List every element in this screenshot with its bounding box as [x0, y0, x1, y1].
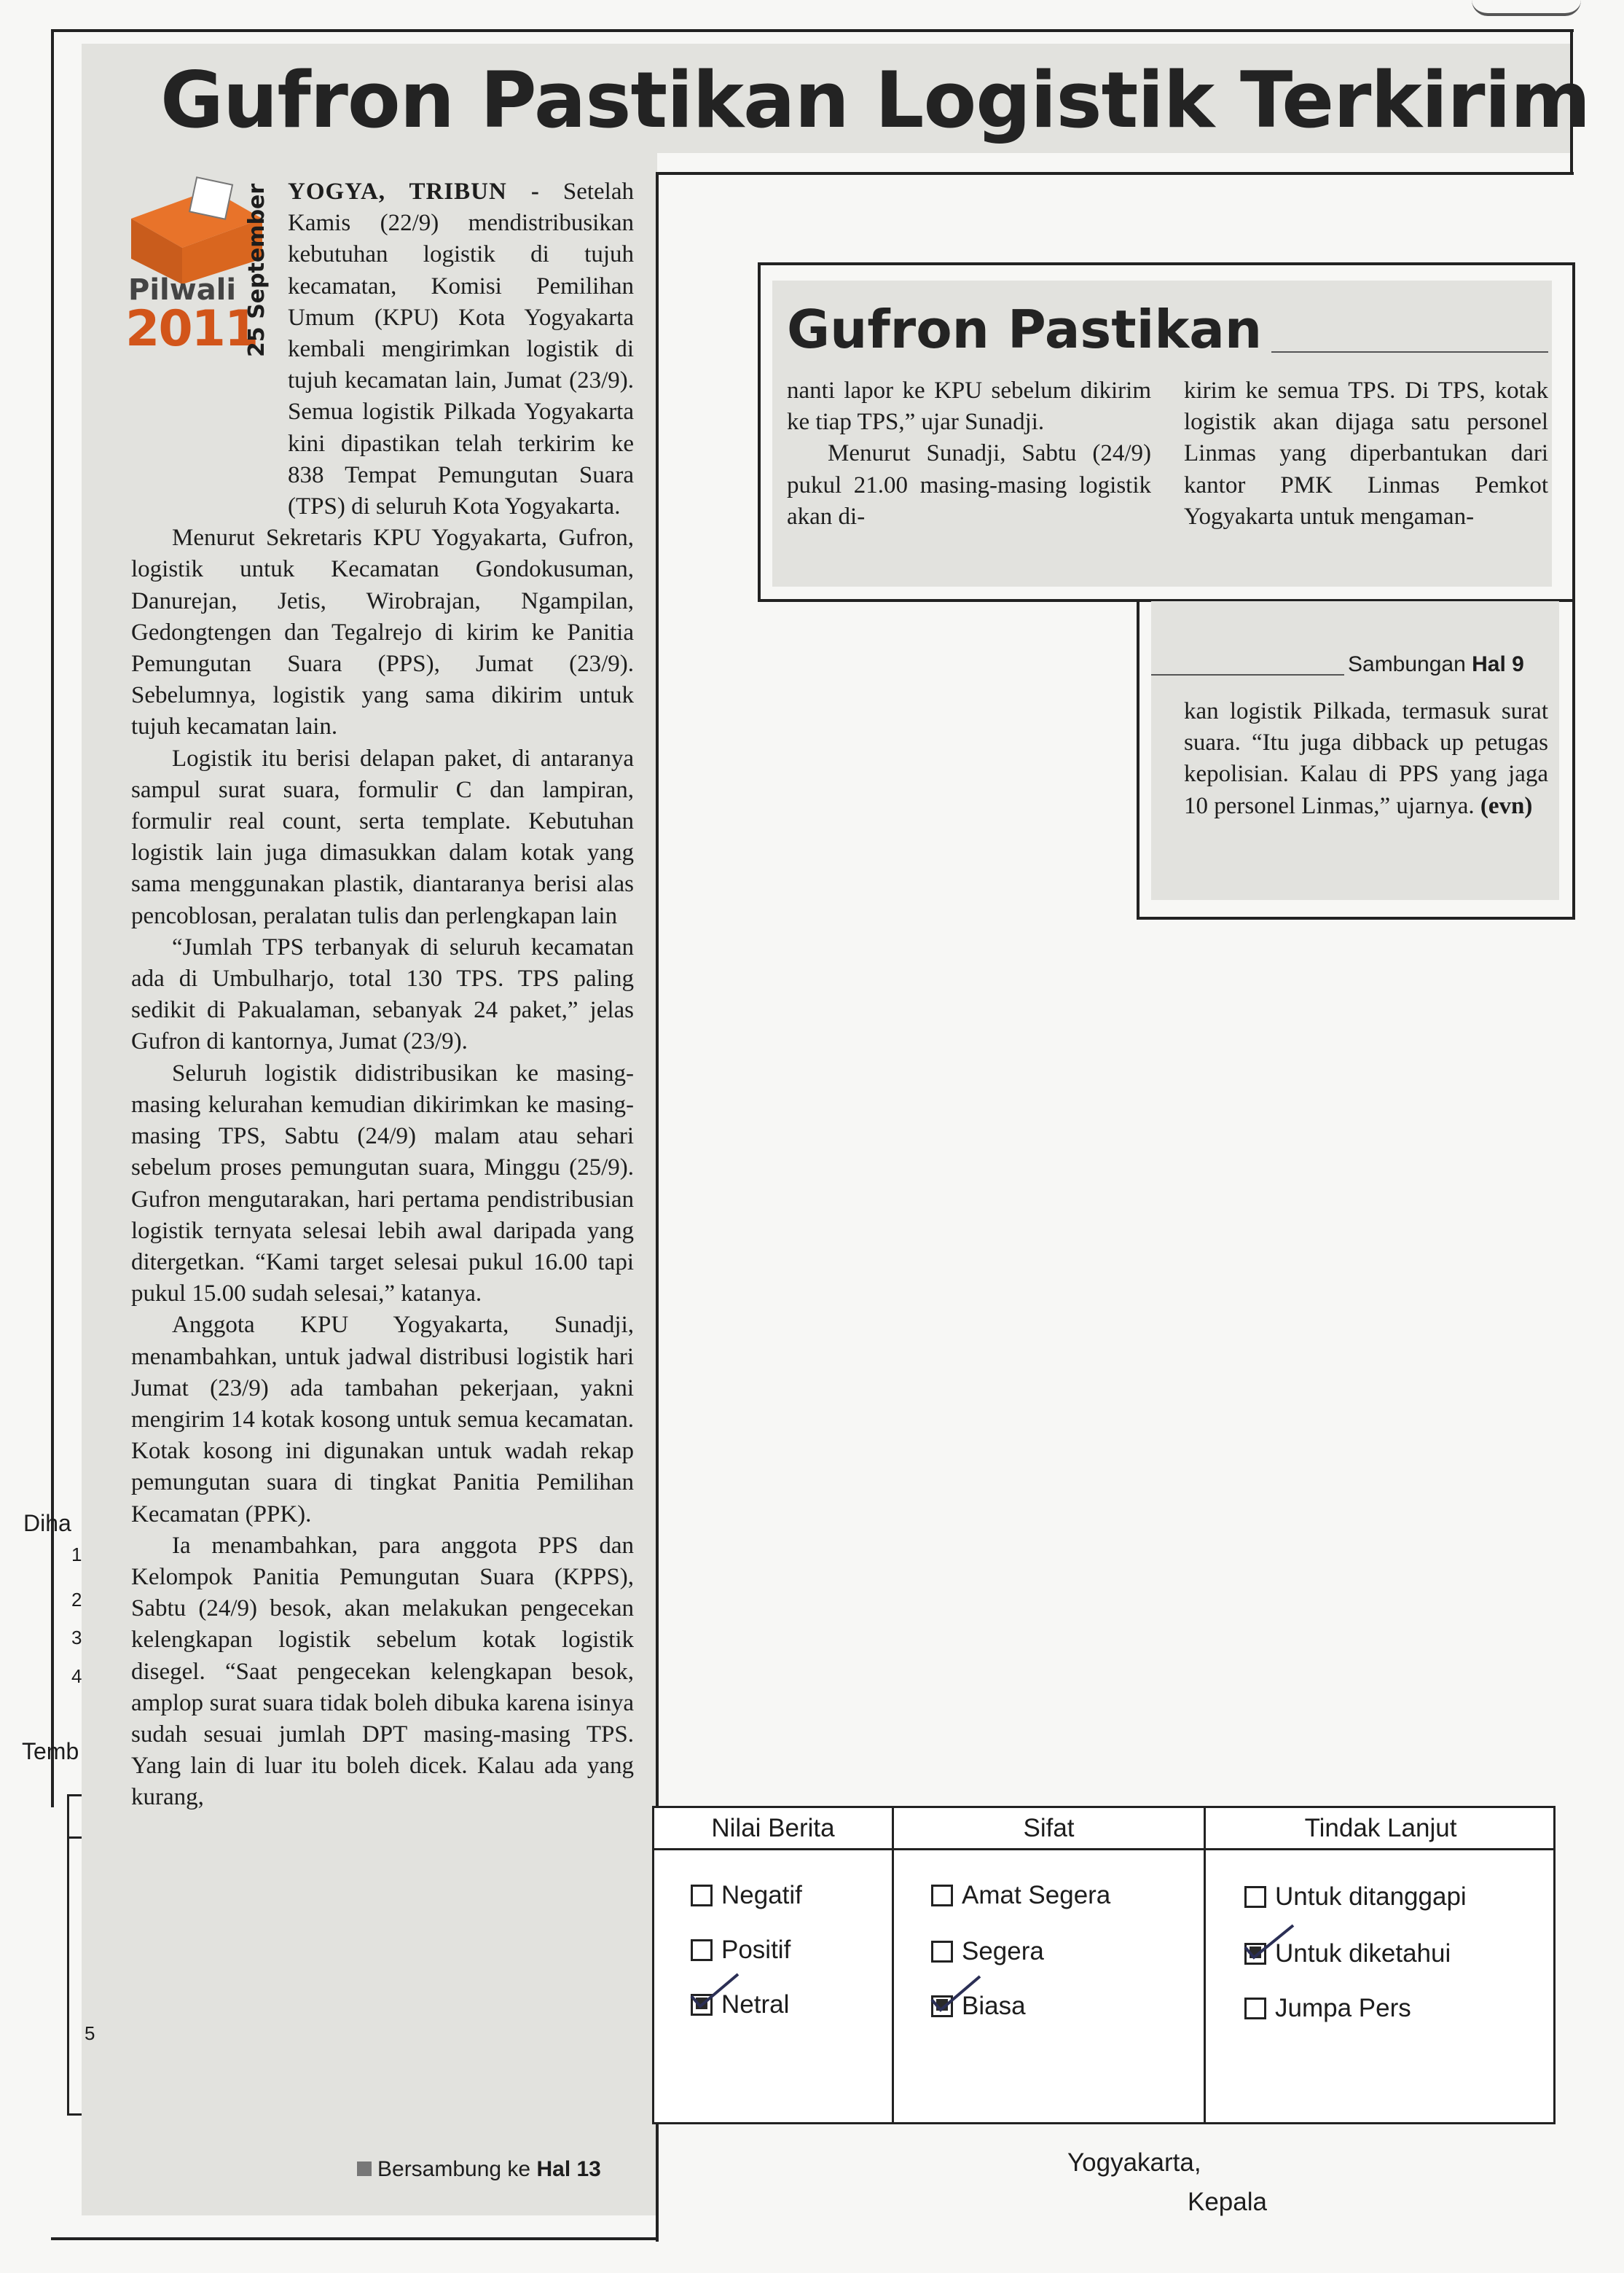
untuk-ditanggapi-checkbox[interactable] [1244, 1886, 1266, 1908]
form-header-tindak-lanjut: Tindak Lanjut [1304, 1814, 1457, 1842]
biasa-checkmark-icon [927, 1972, 986, 2016]
paragraph-7: Ia menambahkan, para anggota PPS dan Kelompok Panitia Pemungutan Suara (KPPS), Sabtu (24/9) besok, akan melakukan pengecekan kelengkapan logistik sebelum kotak logistik disegel. “Saat pengecekan kelengkapan besok, amplop surat suara tidak boleh dibuka karena isinya sudah sesuai jumlah DPT masing-masing TPS. Yang lain di luar itu boleh dicek. Kalau ada yang kurang, [131, 1532, 634, 1811]
option-jumpa-pers[interactable]: Jumpa Pers [1244, 1994, 1411, 2023]
form-header-nilai-berita: Nilai Berita [711, 1814, 835, 1842]
cont-frame-top [758, 262, 1574, 265]
cont-frame-right [1572, 262, 1575, 601]
sambungan-note: Sambungan Hal 9 [1348, 652, 1524, 676]
margin-label-2: 2 [71, 1589, 82, 1611]
margin-table-line-3 [67, 2113, 82, 2116]
frame-line-top [51, 29, 1574, 32]
continuation-headline: Gufron Pastikan [787, 299, 1263, 360]
option-biasa[interactable]: Biasa [931, 1992, 1026, 2021]
margin-table-line-1 [67, 1794, 82, 1796]
segera-checkbox[interactable] [931, 1941, 953, 1963]
margin-label-diha: Diha [23, 1510, 71, 1536]
margin-label-5: 5 [85, 2022, 95, 2044]
scan-artifact [1472, 0, 1581, 16]
frame-line-bottom [51, 2237, 659, 2240]
continuation-col-1: nanti lapor ke KPU sebelum dikirim ke tiap TPS,” ujar Sunadji. Menurut Sunadji, Sabtu (24/9) pukul 21.00 masing-masing logistik akan di- [787, 377, 1151, 530]
badge-year: 2011 [125, 300, 258, 358]
margin-table-line-2 [67, 1836, 82, 1839]
option-untuk-ditanggapi[interactable]: Untuk ditanggapi [1244, 1882, 1467, 1912]
form-header-rule [654, 1848, 1553, 1850]
margin-label-3: 3 [71, 1627, 82, 1648]
diketahui-checkmark-icon [1241, 1921, 1299, 1965]
jumpa-pers-checkbox[interactable] [1244, 1998, 1266, 2019]
positif-checkbox[interactable] [691, 1939, 713, 1961]
byline: (evn) [1480, 792, 1533, 819]
square-bullet-icon [357, 2161, 372, 2176]
margin-table-vline [67, 1794, 69, 2115]
option-amat-segera[interactable]: Amat Segera [931, 1881, 1110, 1910]
sambungan-rule [1151, 674, 1344, 676]
paragraph-6: Anggota KPU Yogyakarta, Sunadji, menambahkan, untuk jadwal distribusi logistik hari Jumat (23/9) ada tambahan pekerjaan, yakni mengirim 14 kotak kosong untuk semua kecamatan. Kotak kosong ini digunakan untuk wadah rekap pemungutan suara di tingkat Panitia Pemilihan Kecamatan (PPK). [131, 1312, 634, 1527]
continued-page: Hal 13 [536, 2157, 601, 2181]
sambungan-page: Hal 9 [1472, 652, 1524, 676]
disposition-form [652, 1806, 1556, 2124]
option-segera[interactable]: Segera [931, 1937, 1044, 1966]
signature-place: Yogyakarta, [1067, 2148, 1201, 2177]
page-headline: Gufron Pastikan Logistik Terkirim [160, 55, 1590, 145]
form-header-sifat: Sifat [1023, 1814, 1075, 1842]
negatif-checkbox[interactable] [691, 1885, 713, 1906]
amat-segera-checkbox[interactable] [931, 1885, 953, 1906]
paragraph-5: Seluruh logistik didistribusikan ke masing-masing kelurahan kemudian dikirimkan ke masing-masing TPS, Sabtu (24/9) malam atau sehari sebelum proses pemungutan suara, Minggu (25/9). Gufron mengutarakan, hari pertama pendistribusian logistik ternyata selesai lebih awal daripada yang ditergetkan. “Kami target selesai pukul 16.00 tapi pukul 15.00 sudah selesai,” katanya. [131, 1060, 634, 1307]
dateline: YOGYA, TRIBUN - [288, 179, 540, 205]
margin-label-temb: Temb [22, 1738, 79, 1764]
frame-line-under-headline [656, 172, 1574, 175]
form-col-divider-2 [1204, 1808, 1206, 2122]
option-negatif[interactable]: Negatif [691, 1881, 802, 1910]
frame-line-left [51, 29, 54, 1807]
headline-rule [1271, 351, 1548, 353]
paragraph-1: YOGYA, TRIBUN - Setelah Kamis (22/9) mendistribusikan kebutuhan logistik di tujuh kecamatan, Komisi Pemilihan Umum (KPU) Kota Yogyakarta kembali mengirimkan logistik di tujuh kecamatan lain, Jumat (23/9). Semua logistik Pilkada Yogyakarta kini dipastikan telah terkirim ke 838 Tempat Pemungutan Suara (TPS) di seluruh Kota Yogyakarta. [288, 179, 634, 520]
signature-title: Kepala [1188, 2188, 1267, 2216]
badge-date: 25 September [244, 183, 270, 357]
badge-word: Pilwali [128, 273, 237, 307]
continued-note: Bersambung ke Hal 13 [357, 2157, 601, 2182]
margin-label-1: 1 [71, 1544, 82, 1565]
paragraph-3: Logistik itu berisi delapan paket, di antaranya sampul surat suara, formulir C dan lampiran, formulir real count, serta template. Kebutuhan logistik lain juga dimasukkan dalam kotak yang sama menggunakan plastik, diantaranya berisi alas pencoblosan, peralatan tulis dan perlengkapan lain [131, 745, 634, 929]
continuation-col-2: kirim ke semua TPS. Di TPS, kotak logistik akan dijaga satu personel Linmas yang diperbantukan dari kantor PMK Linmas Pemkot Yogyakarta untuk mengaman- [1184, 377, 1548, 530]
form-col-divider-1 [892, 1808, 894, 2122]
paragraph-2: Menurut Sekretaris KPU Yogyakarta, Gufron, logistik untuk Kecamatan Gondokusuman, Danurejan, Jetis, Wirobrajan, Ngampilan, Gedongtengen dan Tegalrejo di kirim ke Panitia Pemungutan Suara (PPS), Jumat (23/9). Sebelumnya, logistik yang sama dikirim untuk tujuh kecamatan lain. [131, 525, 634, 740]
margin-label-4: 4 [71, 1665, 82, 1687]
option-untuk-diketahui[interactable]: Untuk diketahui [1244, 1939, 1451, 1968]
article-body [131, 176, 634, 1814]
samb-frame-bottom [1137, 917, 1575, 920]
sambungan-body: kan logistik Pilkada, termasuk surat suara. “Itu juga dibback up petugas kepolisian. Kalau di PPS yang jaga 10 personel Linmas,” ujarnya. (evn) [1184, 698, 1548, 819]
samb-frame-left [1137, 599, 1139, 920]
samb-frame-right [1572, 599, 1575, 920]
paragraph-4: “Jumlah TPS terbanyak di seluruh kecamatan ada di Umbulharjo, total 130 TPS. TPS paling sedikit di Pakualaman, sebanyak 24 paket,” jelas Gufron di kantornya, Jumat (23/9). [131, 934, 634, 1055]
cont-frame-left [758, 262, 761, 601]
netral-checkmark-icon [687, 1968, 745, 2012]
option-netral[interactable]: Netral [691, 1990, 789, 2019]
option-positif[interactable]: Positif [691, 1936, 791, 1965]
